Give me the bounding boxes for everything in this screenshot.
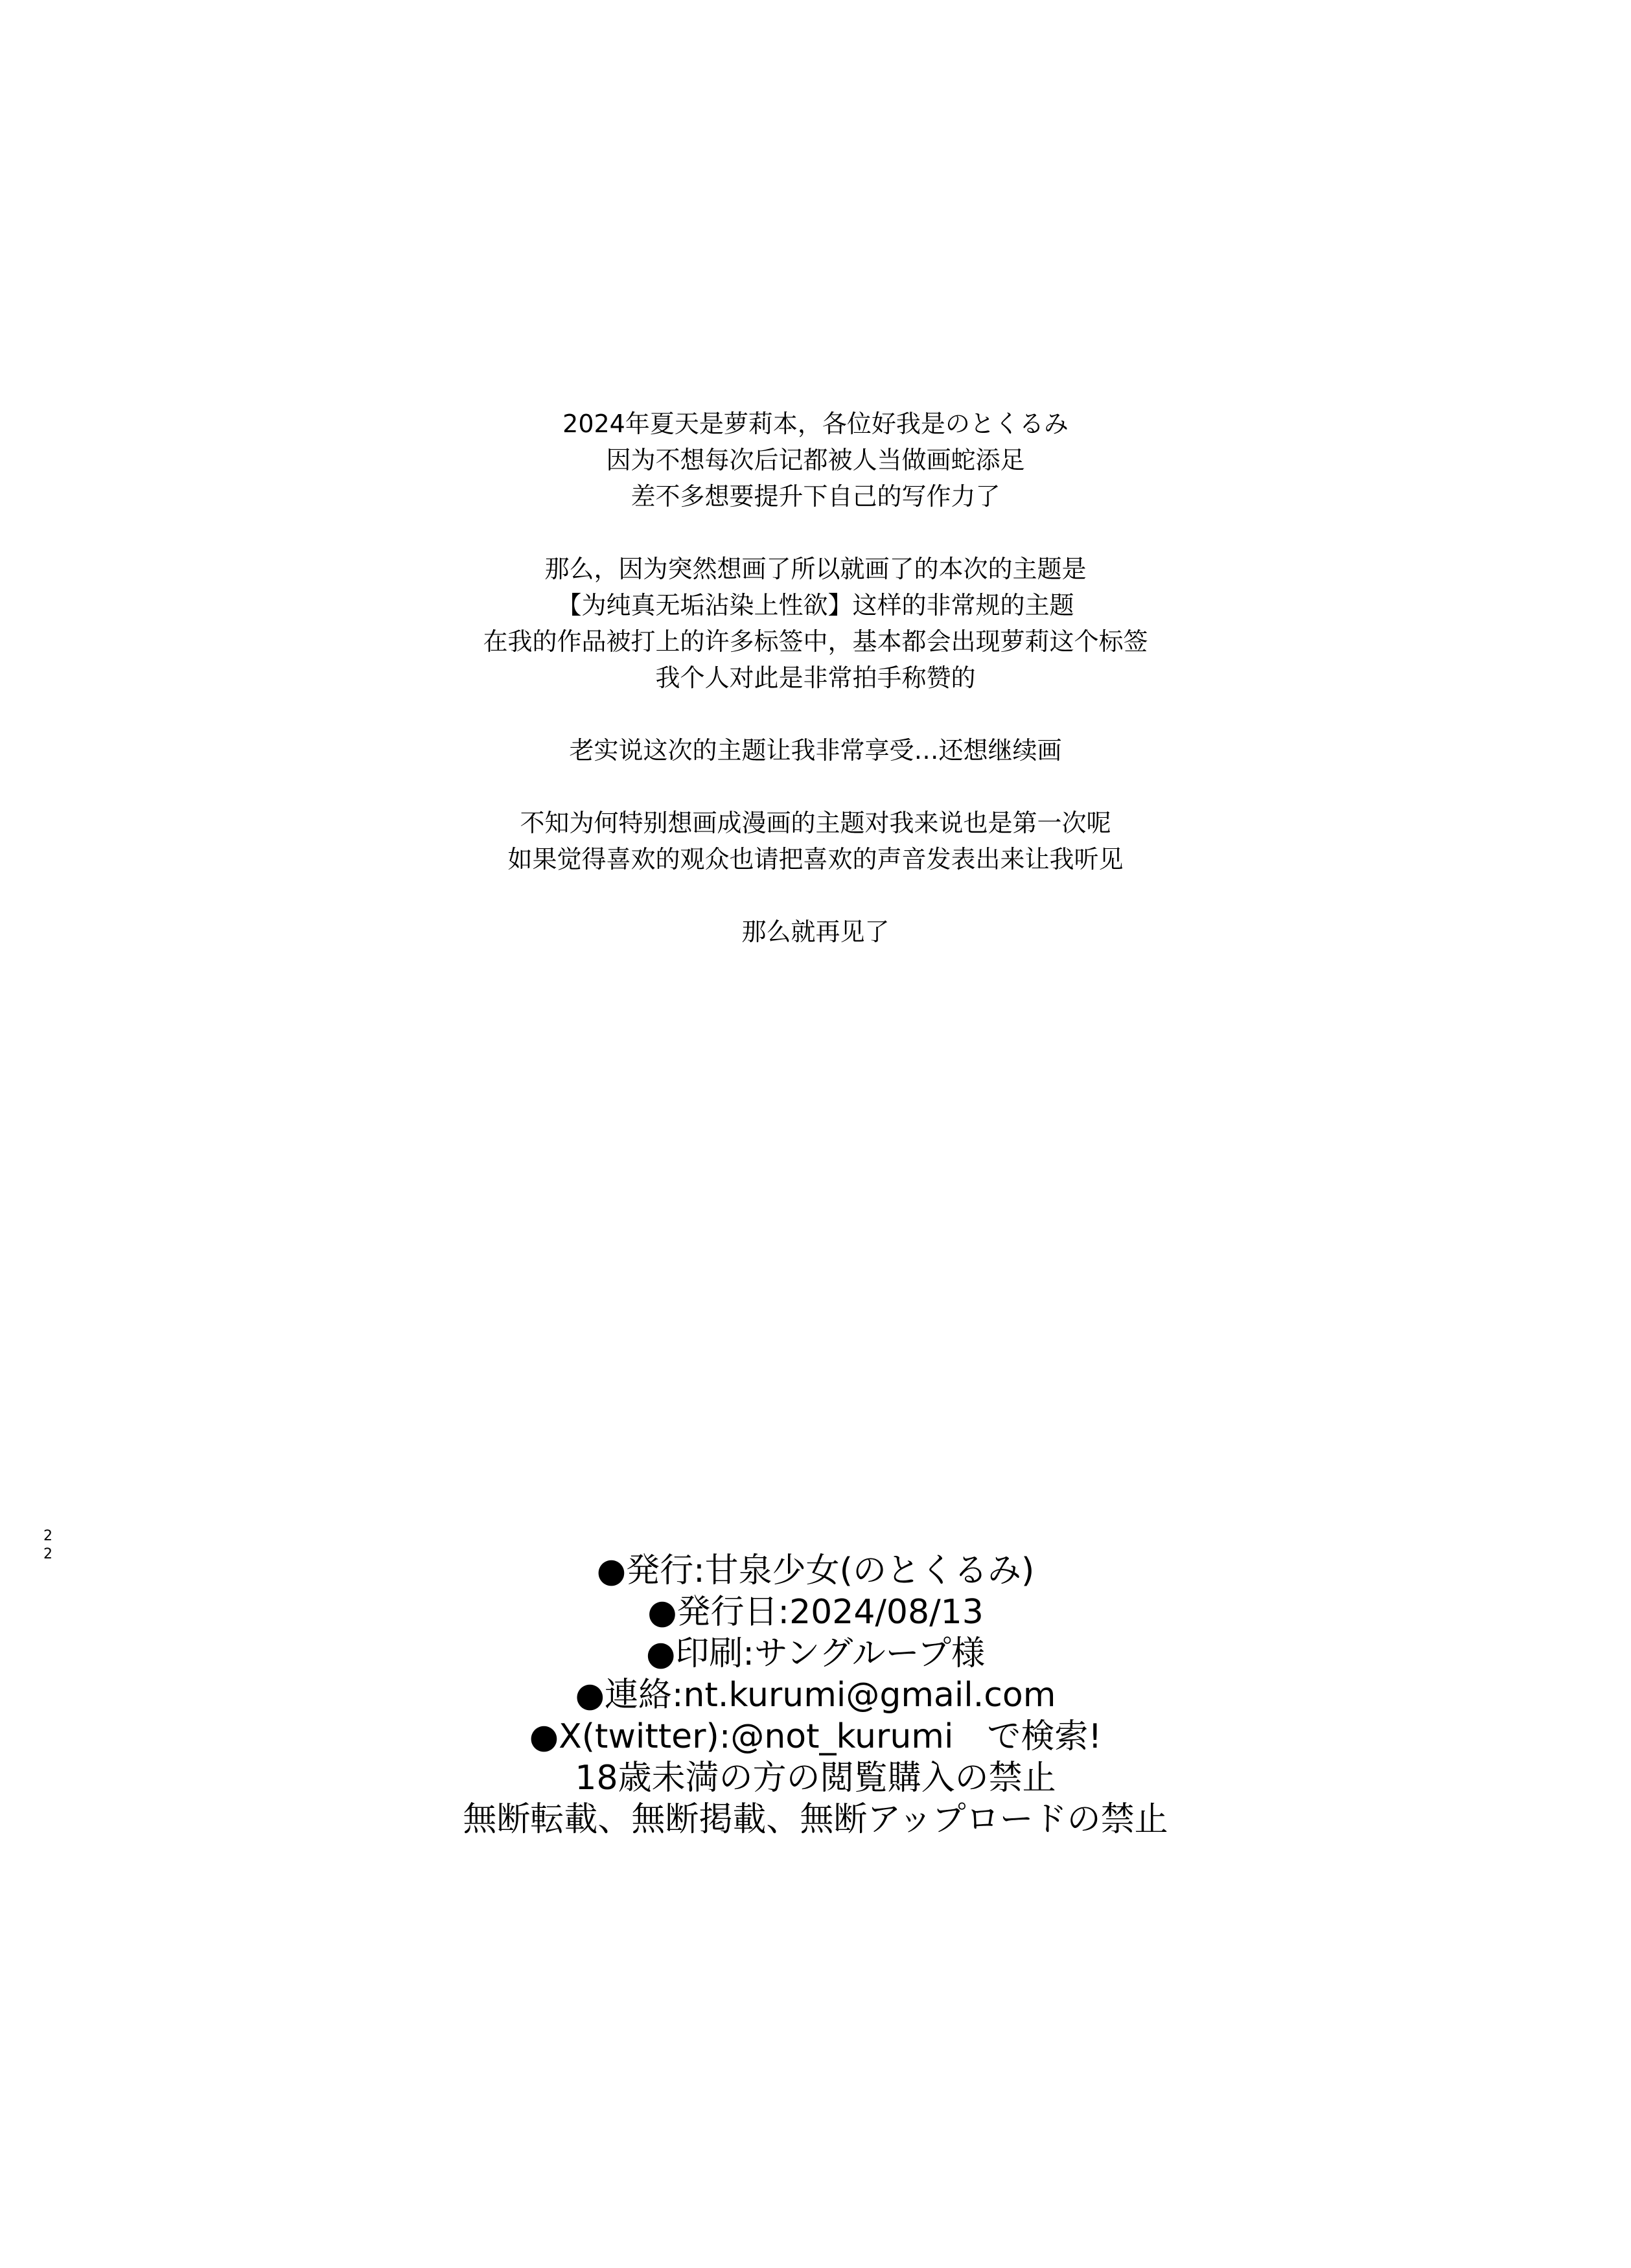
afterword-paragraph-1 xyxy=(0,406,1631,515)
page-number-digit: 2 xyxy=(43,1546,52,1562)
colophon-contact: ●連絡:nt.kurumi@gmail.com xyxy=(575,1676,1056,1715)
afterword-line: 我个人对此是非常拍手称赞的 xyxy=(655,664,976,692)
colophon-age-notice: 18歳未満の方の閲覧購入の禁止 xyxy=(575,1759,1056,1798)
afterword-line: 那么就再见了 xyxy=(741,918,890,946)
page-number-digit: 2 xyxy=(43,1528,52,1544)
colophon-reprint-notice: 無断転載、無断掲載、無断アップロードの禁止 xyxy=(463,1800,1168,1839)
afterword-line: 2024年夏天是萝莉本，各位好我是のとくるみ xyxy=(562,410,1069,438)
afterword-line: 在我的作品被打上的许多标签中，基本都会出现萝莉这个标签 xyxy=(483,627,1148,656)
afterword-paragraph-2 xyxy=(0,551,1631,696)
afterword xyxy=(0,406,1631,986)
colophon xyxy=(0,1550,1631,1840)
afterword-line: 如果觉得喜欢的观众也请把喜欢的声音发表出来让我听见 xyxy=(507,845,1124,874)
afterword-line: 老实说这次的主题让我非常享受…还想继续画 xyxy=(569,736,1062,765)
afterword-line: 【为纯真无垢沾染上性欲】这样的非常规的主题 xyxy=(557,591,1074,619)
afterword-line: 不知为何特别想画成漫画的主题对我来说也是第一次呢 xyxy=(520,809,1111,837)
afterword-paragraph-5 xyxy=(0,914,1631,950)
afterword-line: 那么，因为突然想画了所以就画了的本次的主题是 xyxy=(544,555,1087,583)
colophon-publish-date: ●発行日:2024/08/13 xyxy=(647,1593,984,1632)
afterword-line: 因为不想每次后记都被人当做画蛇添足 xyxy=(606,446,1025,474)
colophon-publisher: ●発行:甘泉少女(のとくるみ) xyxy=(596,1551,1035,1590)
colophon-twitter: ●X(twitter):@not_kurumi で検索! xyxy=(529,1717,1102,1756)
page-number xyxy=(41,1527,54,1564)
afterword-line: 差不多想要提升下自己的写作力了 xyxy=(630,482,1001,511)
afterword-paragraph-3 xyxy=(0,732,1631,769)
colophon-printer: ●印刷:サングループ様 xyxy=(645,1634,986,1673)
afterword-paragraph-4 xyxy=(0,805,1631,877)
